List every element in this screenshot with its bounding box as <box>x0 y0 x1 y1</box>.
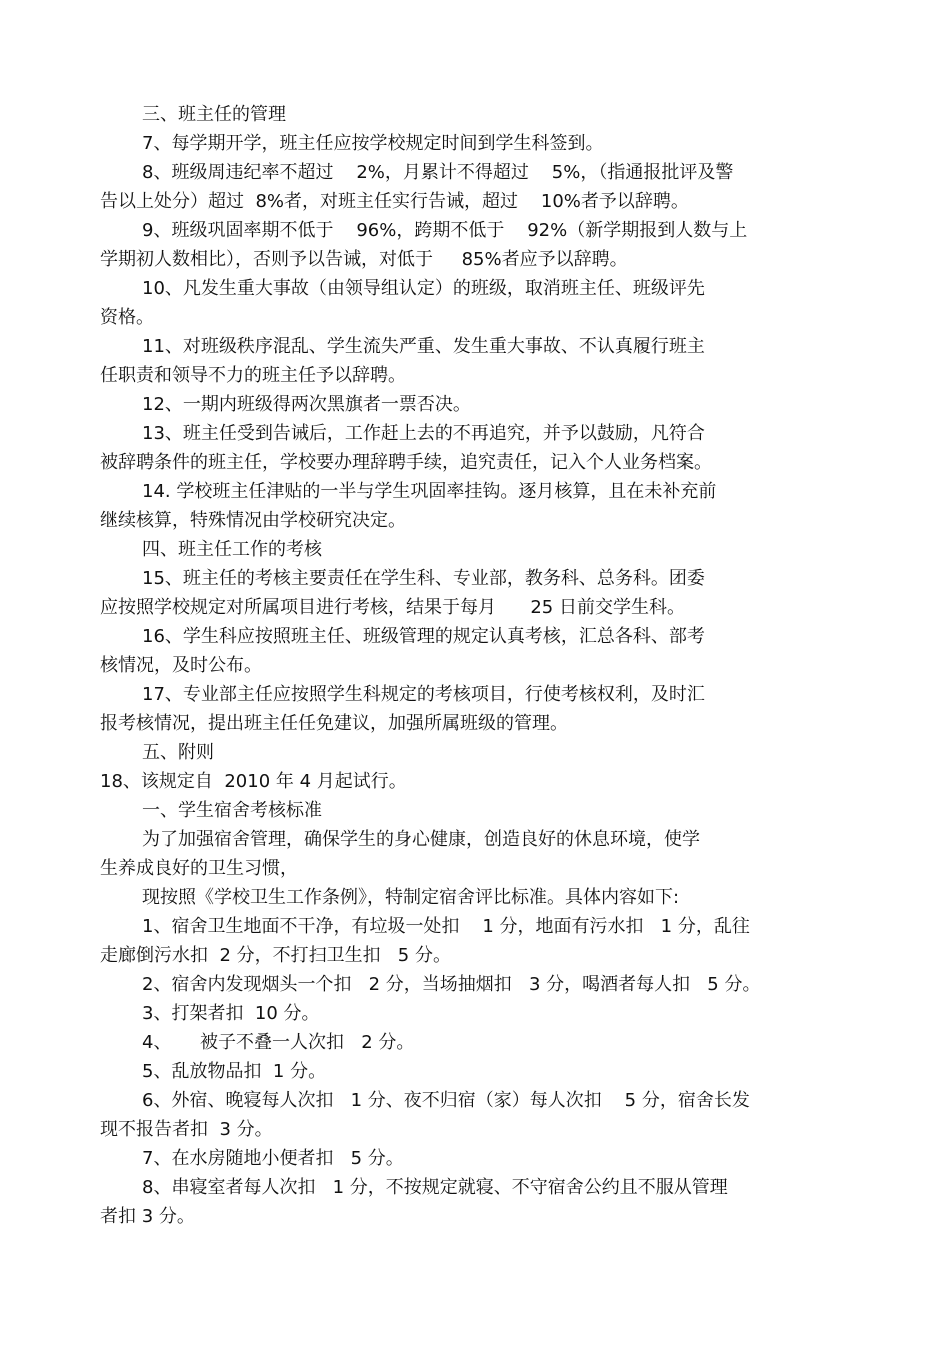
rule-18: 18、该规定自 2010 年 4 月起试行。 <box>100 771 407 792</box>
rule-14-line-1: 14. 学校班主任津贴的一半与学生巩固率挂钩。逐月核算，且在未补充前 <box>142 481 717 502</box>
rule-17-line-2: 报考核情况，提出班主任任免建议，加强所属班级的管理。 <box>100 713 568 734</box>
dorm-rule-8-line-2: 者扣 3 分。 <box>100 1206 195 1227</box>
dorm-intro-line-1: 为了加强宿舍管理，确保学生的身心健康，创造良好的休息环境，使学 <box>142 829 700 850</box>
rule-7: 7、每学期开学，班主任应按学校规定时间到学生科签到。 <box>142 133 604 154</box>
dorm-rule-2: 2、宿舍内发现烟头一个扣 2 分，当场抽烟扣 3 分，喝酒者每人扣 5 分。 <box>142 974 761 995</box>
rule-15-line-2: 应按照学校规定对所属项目进行考核，结果于每月 25 日前交学生科。 <box>100 597 685 618</box>
dorm-rule-1-line-2: 走廊倒污水扣 2 分，不打扫卫生扣 5 分。 <box>100 945 451 966</box>
rule-9-line-1: 9、班级巩固率期不低于 96%，跨期不低于 92%（新学期报到人数与上 <box>142 220 748 241</box>
dorm-rule-5: 5、乱放物品扣 1 分。 <box>142 1061 327 1082</box>
section-heading-4: 四、班主任工作的考核 <box>142 539 322 560</box>
dorm-rule-8-line-1: 8、串寝室者每人次扣 1 分，不按规定就寝、不守宿舍公约且不服从管理 <box>142 1177 728 1198</box>
dorm-rule-3: 3、打架者扣 10 分。 <box>142 1003 320 1024</box>
dorm-intro-line-2: 生养成良好的卫生习惯， <box>100 858 298 879</box>
section-heading-5: 五、附则 <box>142 742 214 763</box>
dorm-rule-1-line-1: 1、宿舍卫生地面不干净，有垃圾一处扣 1 分，地面有污水扣 1 分，乱往 <box>142 916 750 937</box>
dorm-rule-4: 4、 被子不叠一人次扣 2 分。 <box>142 1032 415 1053</box>
rule-17-line-1: 17、专业部主任应按照学生科规定的考核项目，行使考核权利，及时汇 <box>142 684 705 705</box>
dorm-rule-7: 7、在水房随地小便者扣 5 分。 <box>142 1148 404 1169</box>
dorm-intro-line-3: 现按照《学校卫生工作条例》，特制定宿舍评比标准。具体内容如下: <box>142 887 680 908</box>
dorm-rule-6-line-1: 6、外宿、晚寝每人次扣 1 分、夜不归宿（家）每人次扣 5 分，宿舍长发 <box>142 1090 750 1111</box>
rule-13-line-2: 被辞聘条件的班主任，学校要办理辞聘手续，追究责任，记入个人业务档案。 <box>100 452 712 473</box>
rule-11-line-1: 11、对班级秩序混乱、学生流失严重、发生重大事故、不认真履行班主 <box>142 336 705 357</box>
rule-8-line-2: 告以上处分）超过 8%者，对班主任实行告诫，超过 10%者予以辞聘。 <box>100 191 689 212</box>
rule-12: 12、一期内班级得两次黑旗者一票否决。 <box>142 394 471 415</box>
rule-16-line-2: 核情况，及时公布。 <box>100 655 262 676</box>
rule-9-line-2: 学期初人数相比），否则予以告诫，对低于 85%者应予以辞聘。 <box>100 249 628 270</box>
section-heading-3: 三、班主任的管理 <box>142 104 286 125</box>
rule-16-line-1: 16、学生科应按照班主任、班级管理的规定认真考核，汇总各科、部考 <box>142 626 705 647</box>
rule-14-line-2: 继续核算，特殊情况由学校研究决定。 <box>100 510 406 531</box>
rule-10-line-1: 10、凡发生重大事故（由领导组认定）的班级，取消班主任、班级评先 <box>142 278 705 299</box>
rule-8-line-1: 8、班级周违纪率不超过 2%，月累计不得超过 5%，（指通报批评及警 <box>142 162 734 183</box>
section-heading-dorm: 一、学生宿舍考核标准 <box>142 800 322 821</box>
rule-13-line-1: 13、班主任受到告诫后，工作赶上去的不再追究，并予以鼓励，凡符合 <box>142 423 705 444</box>
rule-10-line-2: 资格。 <box>100 307 154 328</box>
rule-15-line-1: 15、班主任的考核主要责任在学生科、专业部，教务科、总务科。团委 <box>142 568 705 589</box>
dorm-rule-6-line-2: 现不报告者扣 3 分。 <box>100 1119 273 1140</box>
rule-11-line-2: 任职责和领导不力的班主任予以辞聘。 <box>100 365 406 386</box>
